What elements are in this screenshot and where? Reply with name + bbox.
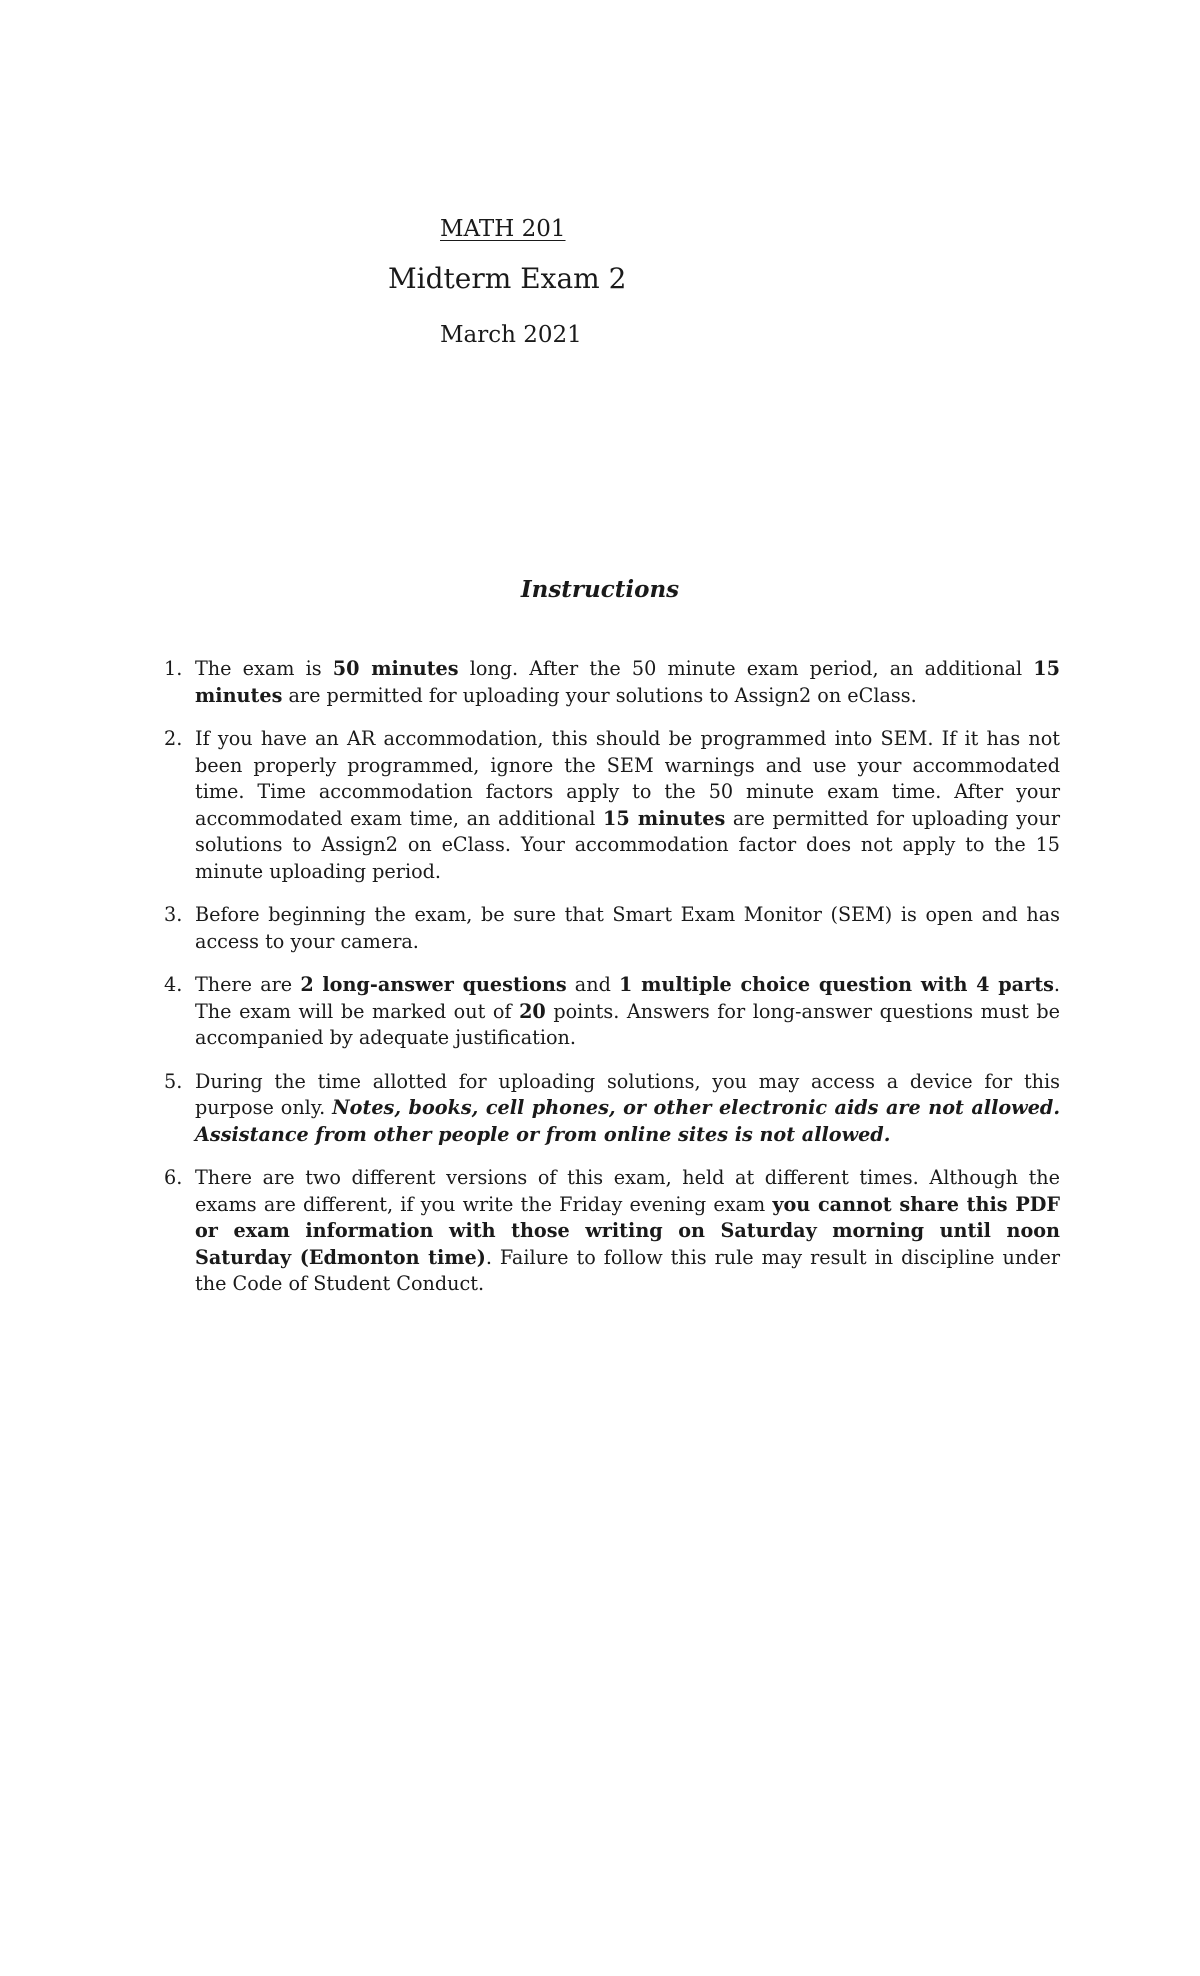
- instruction-item-5: [164, 1069, 1060, 1149]
- instruction-text: The exam is: [195, 657, 333, 680]
- instruction-text: . The exam will be marked out of: [195, 973, 1060, 1023]
- exam-title: Midterm Exam 2: [388, 262, 627, 295]
- instruction-text: points. Answers for long-answer questions must be accompanied by adequate justification.: [195, 999, 1060, 1049]
- instructions-list: [164, 656, 1060, 1315]
- instruction-item-1: [164, 656, 1060, 709]
- emphasis-text: 2 long-answer questions: [300, 973, 567, 996]
- instruction-text: There are: [195, 973, 301, 996]
- instruction-item-2: [164, 726, 1060, 885]
- emphasis-text: you cannot share this PDF or exam information with those writing on Saturday morning until noon Saturday (Edmonton time): [195, 1192, 1061, 1269]
- emphasis-text: 15 minutes: [195, 657, 1060, 707]
- instruction-number: 2.: [164, 727, 183, 750]
- course-code: MATH 201: [440, 216, 566, 242]
- instruction-text: and: [566, 973, 620, 996]
- instruction-text: There are two different versions of this exam, held at different times. Although the exams are different, if you write the Friday evening exam: [195, 1166, 1060, 1216]
- instruction-text: are permitted for uploading your solutions to Assign2 on eClass. Your accommodation factor does not apply to the 15 minute uploading period.: [195, 806, 1060, 883]
- instruction-number: 1.: [164, 657, 183, 680]
- instruction-item-3: [164, 902, 1060, 955]
- exam-date: March 2021: [440, 322, 582, 348]
- instruction-item-4: [164, 972, 1060, 1052]
- instruction-text: If you have an AR accommodation, this should be programmed into SEM. If it has not been properly programmed, ignore the SEM warnings and use your accommodated time. Time accommodation factors apply to the 50 minute exam time. After your accommodated exam time, an additional: [195, 727, 1060, 830]
- emphasis-text: 50 minutes: [332, 657, 459, 680]
- instruction-number: 4.: [164, 973, 183, 996]
- instruction-text: Before beginning the exam, be sure that Smart Exam Monitor (SEM) is open and has access to your camera.: [195, 903, 1060, 953]
- instruction-number: 6.: [164, 1166, 183, 1189]
- instructions-heading: Instructions: [520, 576, 680, 603]
- emphasis-text: 20: [519, 999, 546, 1023]
- instruction-text: . Failure to follow this rule may result in discipline under the Code of Student Conduct.: [195, 1245, 1060, 1295]
- instruction-item-6: [164, 1165, 1060, 1298]
- instruction-text: are permitted for uploading your solutions to Assign2 on eClass.: [282, 683, 917, 707]
- emphasis-text: 1 multiple choice question with 4 parts: [619, 973, 1054, 996]
- emphasis-text: Notes, books, cell phones, or other electronic aids are not allowed. Assistance from other people or from online sites is not allowed.: [195, 1096, 1060, 1146]
- instruction-text: During the time allotted for uploading solutions, you may access a device for this purpose only.: [195, 1069, 1060, 1119]
- emphasis-text: 15 minutes: [603, 806, 726, 830]
- instruction-text: long. After the 50 minute exam period, an additional: [458, 657, 1034, 680]
- instruction-number: 5.: [164, 1069, 183, 1093]
- instruction-number: 3.: [164, 903, 183, 926]
